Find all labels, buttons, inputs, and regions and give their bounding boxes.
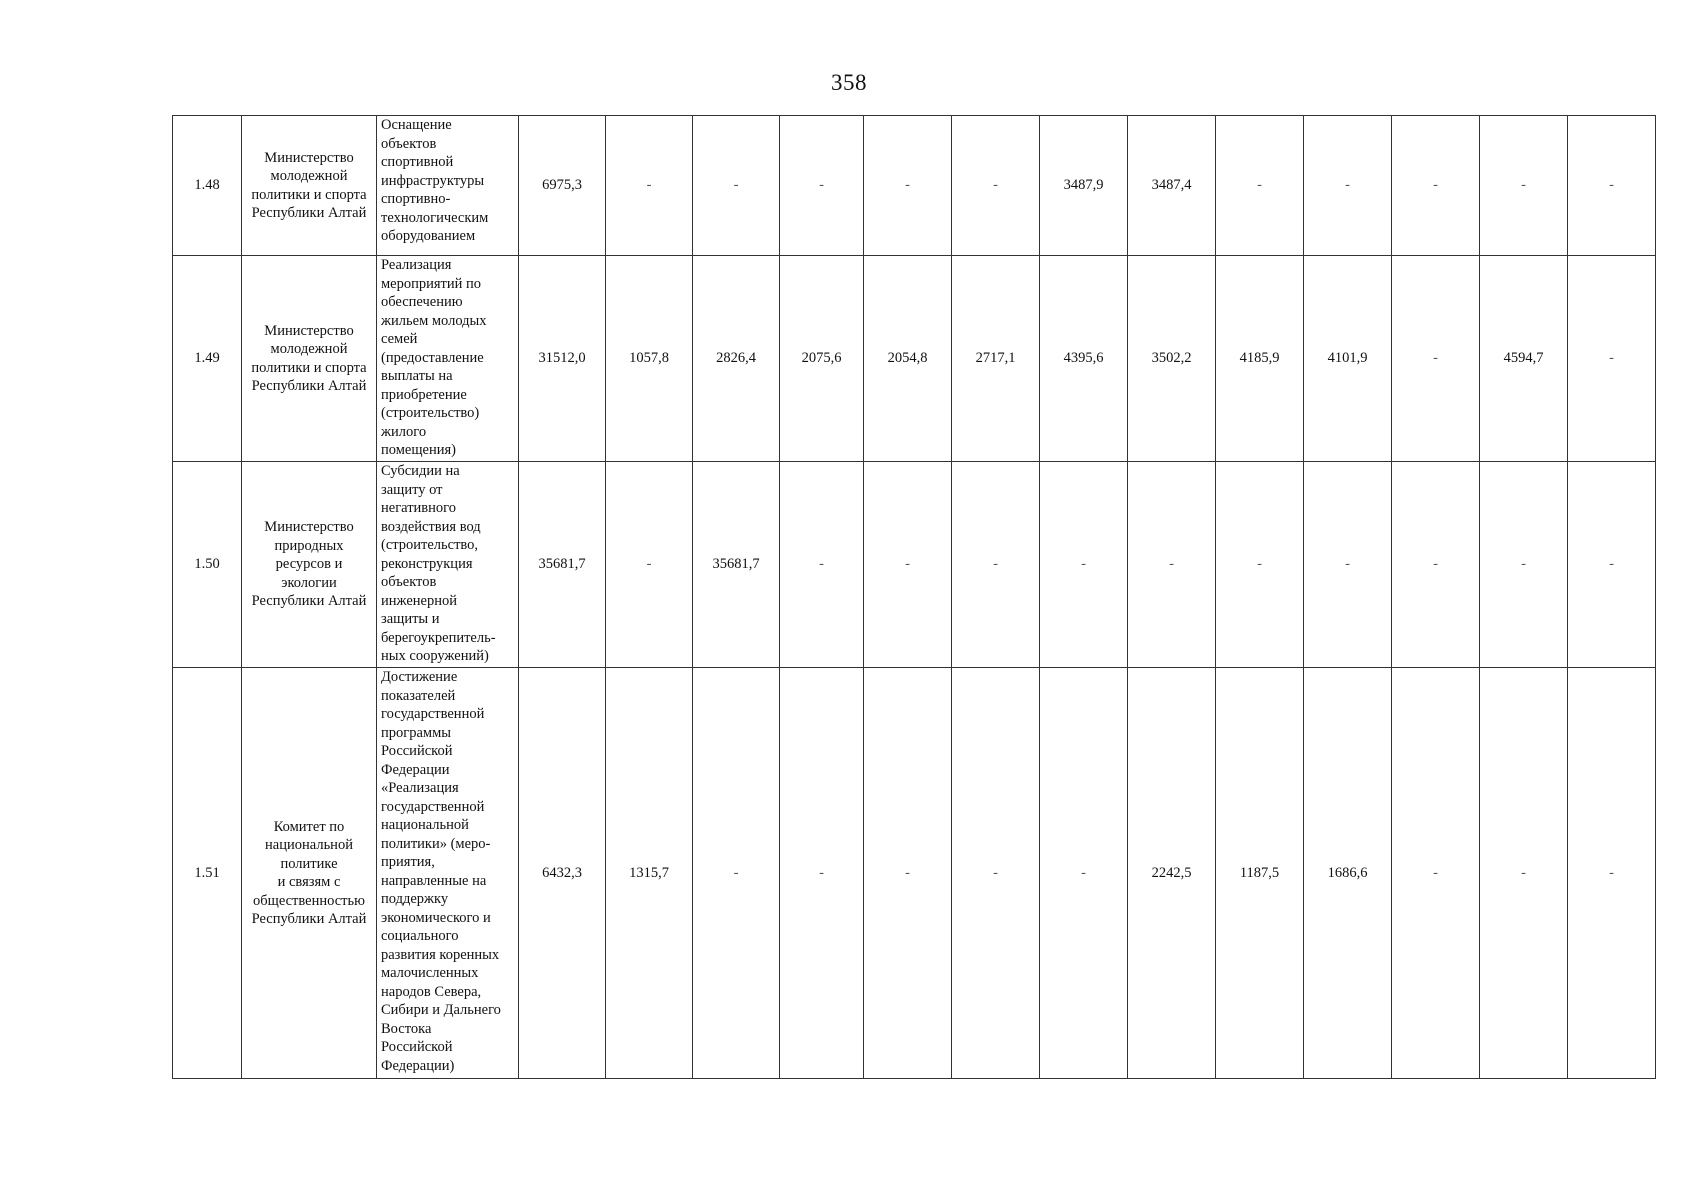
description-line: оборудованием — [381, 228, 476, 244]
organization-cell — [242, 116, 377, 256]
description-line: Российской — [381, 1039, 453, 1055]
total-value-cell: 6432,3 — [519, 668, 606, 1079]
description-line: «Реализация — [381, 780, 459, 796]
value-cell: 2717,1 — [952, 256, 1040, 462]
organization-line: общественностью — [253, 892, 365, 909]
description-line: Субсидии на — [381, 463, 460, 479]
description-line: спортивно- — [381, 191, 451, 207]
description-cell — [377, 116, 519, 256]
row-code-cell: 1.51 — [173, 668, 242, 1079]
description-line: обеспечению — [381, 294, 463, 310]
organization-line: политики и спорта — [251, 359, 367, 376]
description-line: технологическим — [381, 209, 489, 226]
organization-cell — [242, 256, 377, 462]
organization-cell — [242, 462, 377, 668]
value-cell: - — [1392, 668, 1480, 1079]
description-line: поддержку — [381, 891, 449, 907]
description-line: Федерации — [381, 761, 450, 778]
description-line: инфраструктуры — [381, 172, 485, 189]
table-row — [173, 668, 1656, 1079]
organization-line: молодежной — [270, 341, 348, 357]
value-cell: - — [606, 462, 693, 668]
organization-line: экологии — [281, 574, 337, 591]
description-line: государственной — [381, 706, 485, 722]
description-cell — [377, 256, 519, 462]
value-cell: - — [864, 462, 952, 668]
description-line: Российской — [381, 743, 453, 759]
description-line: воздействия вод — [381, 518, 481, 535]
value-cell: - — [952, 668, 1040, 1079]
description-line: приобретение — [381, 386, 467, 403]
value-cell: - — [693, 116, 780, 256]
description-line: социального — [381, 928, 459, 944]
description-cell — [377, 462, 519, 668]
description-line: семей — [381, 331, 418, 347]
value-cell: - — [1304, 462, 1392, 668]
description-line: (строительство) — [381, 405, 480, 421]
description-line: национальной — [381, 817, 469, 833]
value-cell: 2242,5 — [1128, 668, 1216, 1079]
value-cell: - — [1392, 256, 1480, 462]
description-line: политики» (меро- — [381, 835, 491, 852]
value-cell: - — [864, 116, 952, 256]
value-cell: - — [1480, 668, 1568, 1079]
organization-line: политики и спорта — [251, 186, 367, 203]
description-line: народов Севера, — [381, 983, 482, 1000]
row-code-cell: 1.49 — [173, 256, 242, 462]
value-cell: - — [1040, 462, 1128, 668]
table-row — [173, 462, 1656, 668]
value-cell: 3487,4 — [1128, 116, 1216, 256]
value-cell: - — [1216, 462, 1304, 668]
description-line: объектов — [381, 135, 437, 152]
description-line: показателей — [381, 687, 456, 704]
value-cell: - — [1480, 116, 1568, 256]
value-cell: - — [780, 668, 864, 1079]
table-body — [173, 116, 1656, 1079]
organization-line: Министерство — [264, 322, 354, 339]
description-line: (строительство, — [381, 537, 479, 553]
total-value-cell: 31512,0 — [519, 256, 606, 462]
value-cell: 4395,6 — [1040, 256, 1128, 462]
row-code-cell: 1.50 — [173, 462, 242, 668]
budget-table — [172, 115, 1656, 1079]
value-cell: - — [864, 668, 952, 1079]
value-cell: 35681,7 — [693, 462, 780, 668]
description-line: государственной — [381, 798, 485, 815]
organization-line: молодежной — [270, 168, 348, 184]
description-line: мероприятий по — [381, 275, 482, 292]
description-line: ных сооружений) — [381, 648, 489, 664]
description-line: жильем молодых — [381, 312, 487, 329]
organization-line: Республики Алтай — [251, 911, 367, 927]
organization-cell — [242, 668, 377, 1079]
organization-line: Министерство — [264, 149, 354, 166]
value-cell: 1315,7 — [606, 668, 693, 1079]
value-cell: - — [952, 462, 1040, 668]
organization-line: ресурсов и — [275, 556, 343, 573]
table-row — [173, 116, 1656, 256]
value-cell: - — [1568, 256, 1656, 462]
organization-line: Республики Алтай — [251, 378, 367, 394]
value-cell: 4101,9 — [1304, 256, 1392, 462]
total-value-cell: 6975,3 — [519, 116, 606, 256]
value-cell: - — [1568, 462, 1656, 668]
value-cell: 4185,9 — [1216, 256, 1304, 462]
description-line: приятия, — [381, 854, 435, 870]
description-line: помещения) — [381, 442, 456, 458]
page-number: 358 — [831, 70, 867, 95]
value-cell: 1686,6 — [1304, 668, 1392, 1079]
value-cell: - — [1392, 116, 1480, 256]
description-line: Оснащение — [381, 117, 452, 133]
row-code-cell: 1.48 — [173, 116, 242, 256]
value-cell: - — [1040, 668, 1128, 1079]
value-cell: - — [693, 668, 780, 1079]
total-value-cell: 35681,7 — [519, 462, 606, 668]
value-cell: 3502,2 — [1128, 256, 1216, 462]
description-line: защиты и — [381, 611, 440, 627]
value-cell: 1187,5 — [1216, 668, 1304, 1079]
value-cell: - — [1216, 116, 1304, 256]
value-cell: - — [606, 116, 693, 256]
organization-line: природных — [274, 537, 344, 554]
description-line: объектов — [381, 574, 437, 590]
organization-line: Республики Алтай — [251, 593, 367, 610]
value-cell: 4594,7 — [1480, 256, 1568, 462]
value-cell: - — [1568, 668, 1656, 1079]
description-line: (предоставление — [381, 349, 484, 366]
value-cell: 2826,4 — [693, 256, 780, 462]
table-row — [173, 256, 1656, 462]
description-line: защиту от — [381, 481, 443, 498]
value-cell: - — [1480, 462, 1568, 668]
organization-line: Министерство — [264, 519, 354, 536]
description-line: программы — [381, 724, 451, 741]
value-cell: - — [1128, 462, 1216, 668]
description-line: негативного — [381, 500, 456, 516]
value-cell: - — [1568, 116, 1656, 256]
description-line: Сибири и Дальнего — [381, 1002, 501, 1018]
organization-line: политике — [280, 855, 338, 872]
value-cell: - — [780, 462, 864, 668]
description-line: реконструкция — [381, 555, 473, 572]
description-line: инженерной — [381, 592, 457, 609]
value-cell: - — [1392, 462, 1480, 668]
description-line: Реализация — [381, 257, 452, 273]
organization-line: Республики Алтай — [251, 205, 367, 221]
description-line: Достижение — [381, 669, 458, 685]
description-line: берегоукрепитель- — [381, 629, 496, 646]
description-line: развития коренных — [381, 946, 500, 963]
value-cell: 2075,6 — [780, 256, 864, 462]
organization-line: национальной — [265, 837, 353, 853]
value-cell: 1057,8 — [606, 256, 693, 462]
description-line: экономического и — [381, 909, 491, 926]
value-cell: - — [780, 116, 864, 256]
organization-line: и связям с — [277, 874, 341, 890]
description-line: жилого — [381, 423, 427, 440]
description-line: Федерации) — [381, 1057, 455, 1074]
value-cell: - — [952, 116, 1040, 256]
description-line: направленные на — [381, 872, 487, 889]
value-cell: - — [1304, 116, 1392, 256]
description-line: Востока — [381, 1020, 432, 1037]
description-line: спортивной — [381, 154, 454, 170]
description-line: малочисленных — [381, 965, 479, 981]
value-cell: 2054,8 — [864, 256, 952, 462]
organization-line: Комитет по — [273, 818, 345, 835]
value-cell: 3487,9 — [1040, 116, 1128, 256]
description-cell — [377, 668, 519, 1079]
description-line: выплаты на — [381, 368, 453, 384]
